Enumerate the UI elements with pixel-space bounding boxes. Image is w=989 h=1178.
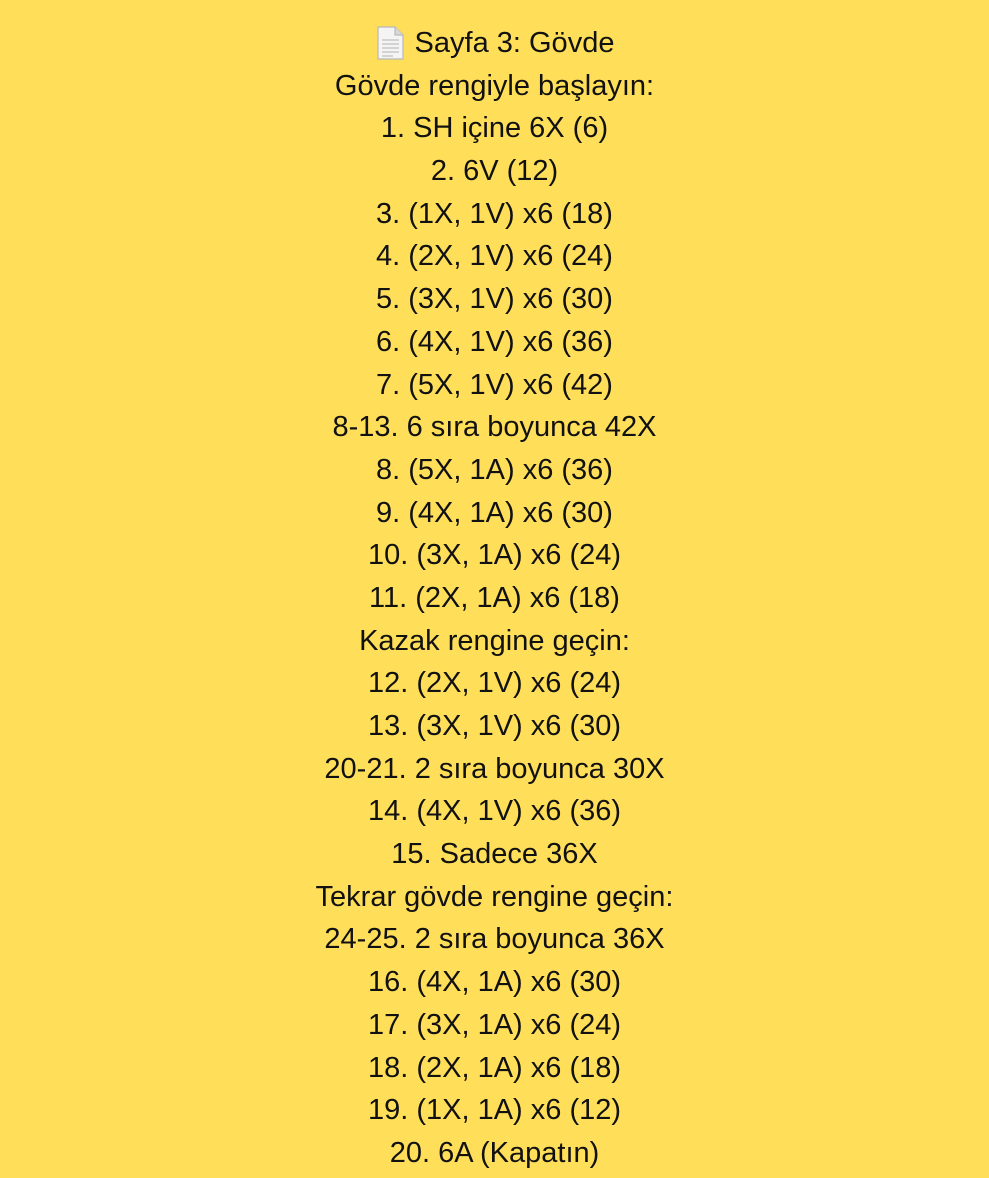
pattern-row: 12. (2X, 1V) x6 (24) [367, 667, 622, 700]
page-icon [375, 26, 405, 60]
pattern-row: 20. 6A (Kapatın) [389, 1136, 600, 1169]
pattern-row: 20-21. 2 sıra boyunca 30X [324, 752, 665, 785]
section-heading: Kazak rengine geçin: [359, 624, 630, 657]
pattern-row: 10. (3X, 1A) x6 (24) [367, 539, 622, 572]
section-heading: Gövde rengiyle başlayın: [334, 69, 655, 102]
pattern-row: 2. 6V (12) [430, 155, 559, 188]
pattern-row: 24-25. 2 sıra boyunca 36X [324, 923, 665, 956]
pattern-row: 19. (1X, 1A) x6 (12) [367, 1094, 622, 1127]
pattern-row: 14. (4X, 1V) x6 (36) [367, 795, 622, 828]
pattern-row: 9. (4X, 1A) x6 (30) [376, 496, 613, 529]
pattern-row: 11. (2X, 1A) x6 (18) [369, 581, 620, 614]
pattern-row: 7. (5X, 1V) x6 (42) [376, 368, 613, 401]
title-row [375, 22, 615, 65]
pattern-row: 6. (4X, 1V) x6 (36) [376, 325, 613, 358]
pattern-row: 5. (3X, 1V) x6 (30) [376, 283, 613, 316]
page-title-text: Sayfa 3: Gövde [414, 27, 615, 59]
pattern-row: 16. (4X, 1A) x6 (30) [367, 966, 622, 999]
pattern-row: 8-13. 6 sıra boyunca 42X [332, 411, 657, 444]
pattern-row: 18. (2X, 1A) x6 (18) [367, 1051, 622, 1084]
page-title [0, 22, 989, 65]
section-heading: Tekrar gövde rengine geçin: [315, 880, 674, 913]
pattern-row: 13. (3X, 1V) x6 (30) [367, 710, 622, 742]
pattern-row: 4. (2X, 1V) x6 (24) [376, 240, 613, 273]
pattern-row: 15. Sadece 36X [391, 838, 598, 871]
pattern-row: 3. (1X, 1V) x6 (18) [376, 197, 613, 230]
pattern-row: 1. SH içine 6X (6) [380, 112, 609, 145]
pattern-row: 8. (5X, 1A) x6 (36) [376, 453, 613, 486]
pattern-row: 17. (3X, 1A) x6 (24) [367, 1008, 622, 1041]
